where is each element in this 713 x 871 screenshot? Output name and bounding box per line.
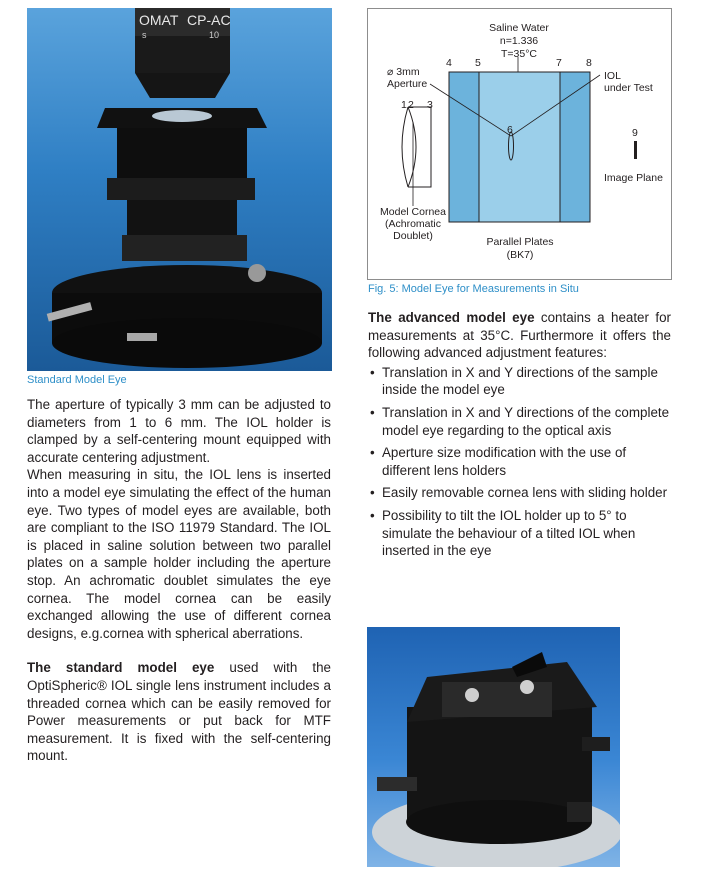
label-iol: IOL bbox=[604, 70, 621, 82]
label-model-cornea: Model Cornea bbox=[380, 206, 446, 218]
label-doublet: Doublet) bbox=[393, 230, 433, 242]
feature-item: • Translation in X and Y directions of the complete model eye regarding to the optical axis bbox=[368, 404, 671, 439]
objective-label-left: OMAT bbox=[139, 12, 179, 28]
image-plane-marker bbox=[634, 141, 637, 159]
objective-label-right: CP-AC bbox=[187, 12, 231, 28]
standard-eye-text: used with the OptiSpheric® IOL single lens instrument includes a threaded cornea which can be easily removed for Power measurements or put back for MTF measurement. It is fixed with the self-centering mount. bbox=[27, 660, 331, 764]
paragraph-in-situ: When measuring in situ, the IOL lens is inserted into a model eye simulating the effect of the human eye. Two types of model eyes are available, both are compliant to the ISO 11979 Standard. The IOL is placed in saline solution between two parallel plates on a sample holder including the aperture stop. An achromatic doublet simulates the eye cornea. The model cornea can be easily exchanged allowing the use of different cornea designs, e.g.cornea with spherical aberrations. bbox=[27, 467, 331, 641]
saline-water-chamber bbox=[479, 72, 560, 222]
number-9: 9 bbox=[632, 127, 638, 139]
label-bk7: (BK7) bbox=[506, 249, 534, 261]
paragraph-standard-eye bbox=[27, 659, 331, 765]
feature-item: • Possibility to tilt the IOL holder up to 5° to simulate the behaviour of a tilted IOL when inserted in the eye bbox=[368, 507, 671, 560]
cornea-mid-surface bbox=[408, 107, 416, 187]
advanced-model-eye-photo bbox=[367, 627, 620, 867]
photo-caption-standard: Standard Model Eye bbox=[27, 374, 127, 386]
number-5: 5 bbox=[475, 57, 481, 69]
label-iol-under-test: under Test bbox=[604, 82, 653, 94]
cornea-front-surface bbox=[402, 107, 408, 187]
standard-model-eye-photo bbox=[27, 8, 332, 371]
number-3: 3 bbox=[427, 99, 433, 111]
advanced-model-eye-illustration bbox=[367, 627, 620, 867]
label-aperture: Aperture bbox=[387, 78, 428, 90]
number-8: 8 bbox=[586, 57, 592, 69]
label-aperture-size: ⌀ 3mm bbox=[387, 66, 420, 78]
number-2: 2 bbox=[408, 99, 414, 111]
parallel-plate-left bbox=[449, 72, 479, 222]
number-4: 4 bbox=[446, 57, 452, 69]
number-1: 1 bbox=[401, 99, 407, 111]
model-eye-diagram bbox=[367, 8, 672, 280]
feature-item: • Translation in X and Y directions of the sample inside the model eye bbox=[368, 364, 671, 399]
number-7: 7 bbox=[556, 57, 562, 69]
left-column-text bbox=[27, 396, 331, 765]
feature-list bbox=[368, 364, 671, 560]
feature-item: • Easily removable cornea lens with sliding holder bbox=[368, 484, 671, 502]
right-column-text bbox=[368, 309, 671, 565]
label-image-plane: Image Plane bbox=[604, 172, 663, 184]
advanced-eye-lead: The advanced model eye bbox=[368, 310, 535, 325]
feature-item: • Aperture size modification with the use of different lens holders bbox=[368, 444, 671, 479]
paragraph-advanced-eye bbox=[368, 309, 671, 362]
label-saline-t: T=35°C bbox=[500, 48, 538, 60]
cornea-back-surface bbox=[408, 107, 431, 187]
paragraph-aperture: The aperture of typically 3 mm can be adjusted to diameters from 1 to 6 mm. The IOL holder is clamped by a self-centering mount equipped with accurate centering adjustment. bbox=[27, 397, 331, 465]
number-6: 6 bbox=[507, 124, 513, 136]
label-saline-n: n=1.336 bbox=[499, 35, 539, 47]
standard-eye-lead: The standard model eye bbox=[27, 660, 215, 676]
parallel-plate-right bbox=[560, 72, 590, 222]
advanced-eye-intro: contains a heater for measurements at 35°C. Furthermore it offers the following advanced adjustment features: bbox=[368, 310, 671, 361]
objective-small-right: 10 bbox=[209, 30, 220, 40]
objective-small-left: s bbox=[142, 30, 147, 40]
label-achromatic: (Achromatic bbox=[384, 218, 442, 230]
label-saline-water: Saline Water bbox=[489, 22, 549, 34]
standard-model-eye-illustration bbox=[27, 8, 332, 371]
figure-caption: Fig. 5: Model Eye for Measurements in Situ bbox=[368, 283, 579, 295]
label-parallel-plates: Parallel Plates bbox=[486, 236, 554, 248]
model-eye-schematic bbox=[368, 9, 671, 279]
